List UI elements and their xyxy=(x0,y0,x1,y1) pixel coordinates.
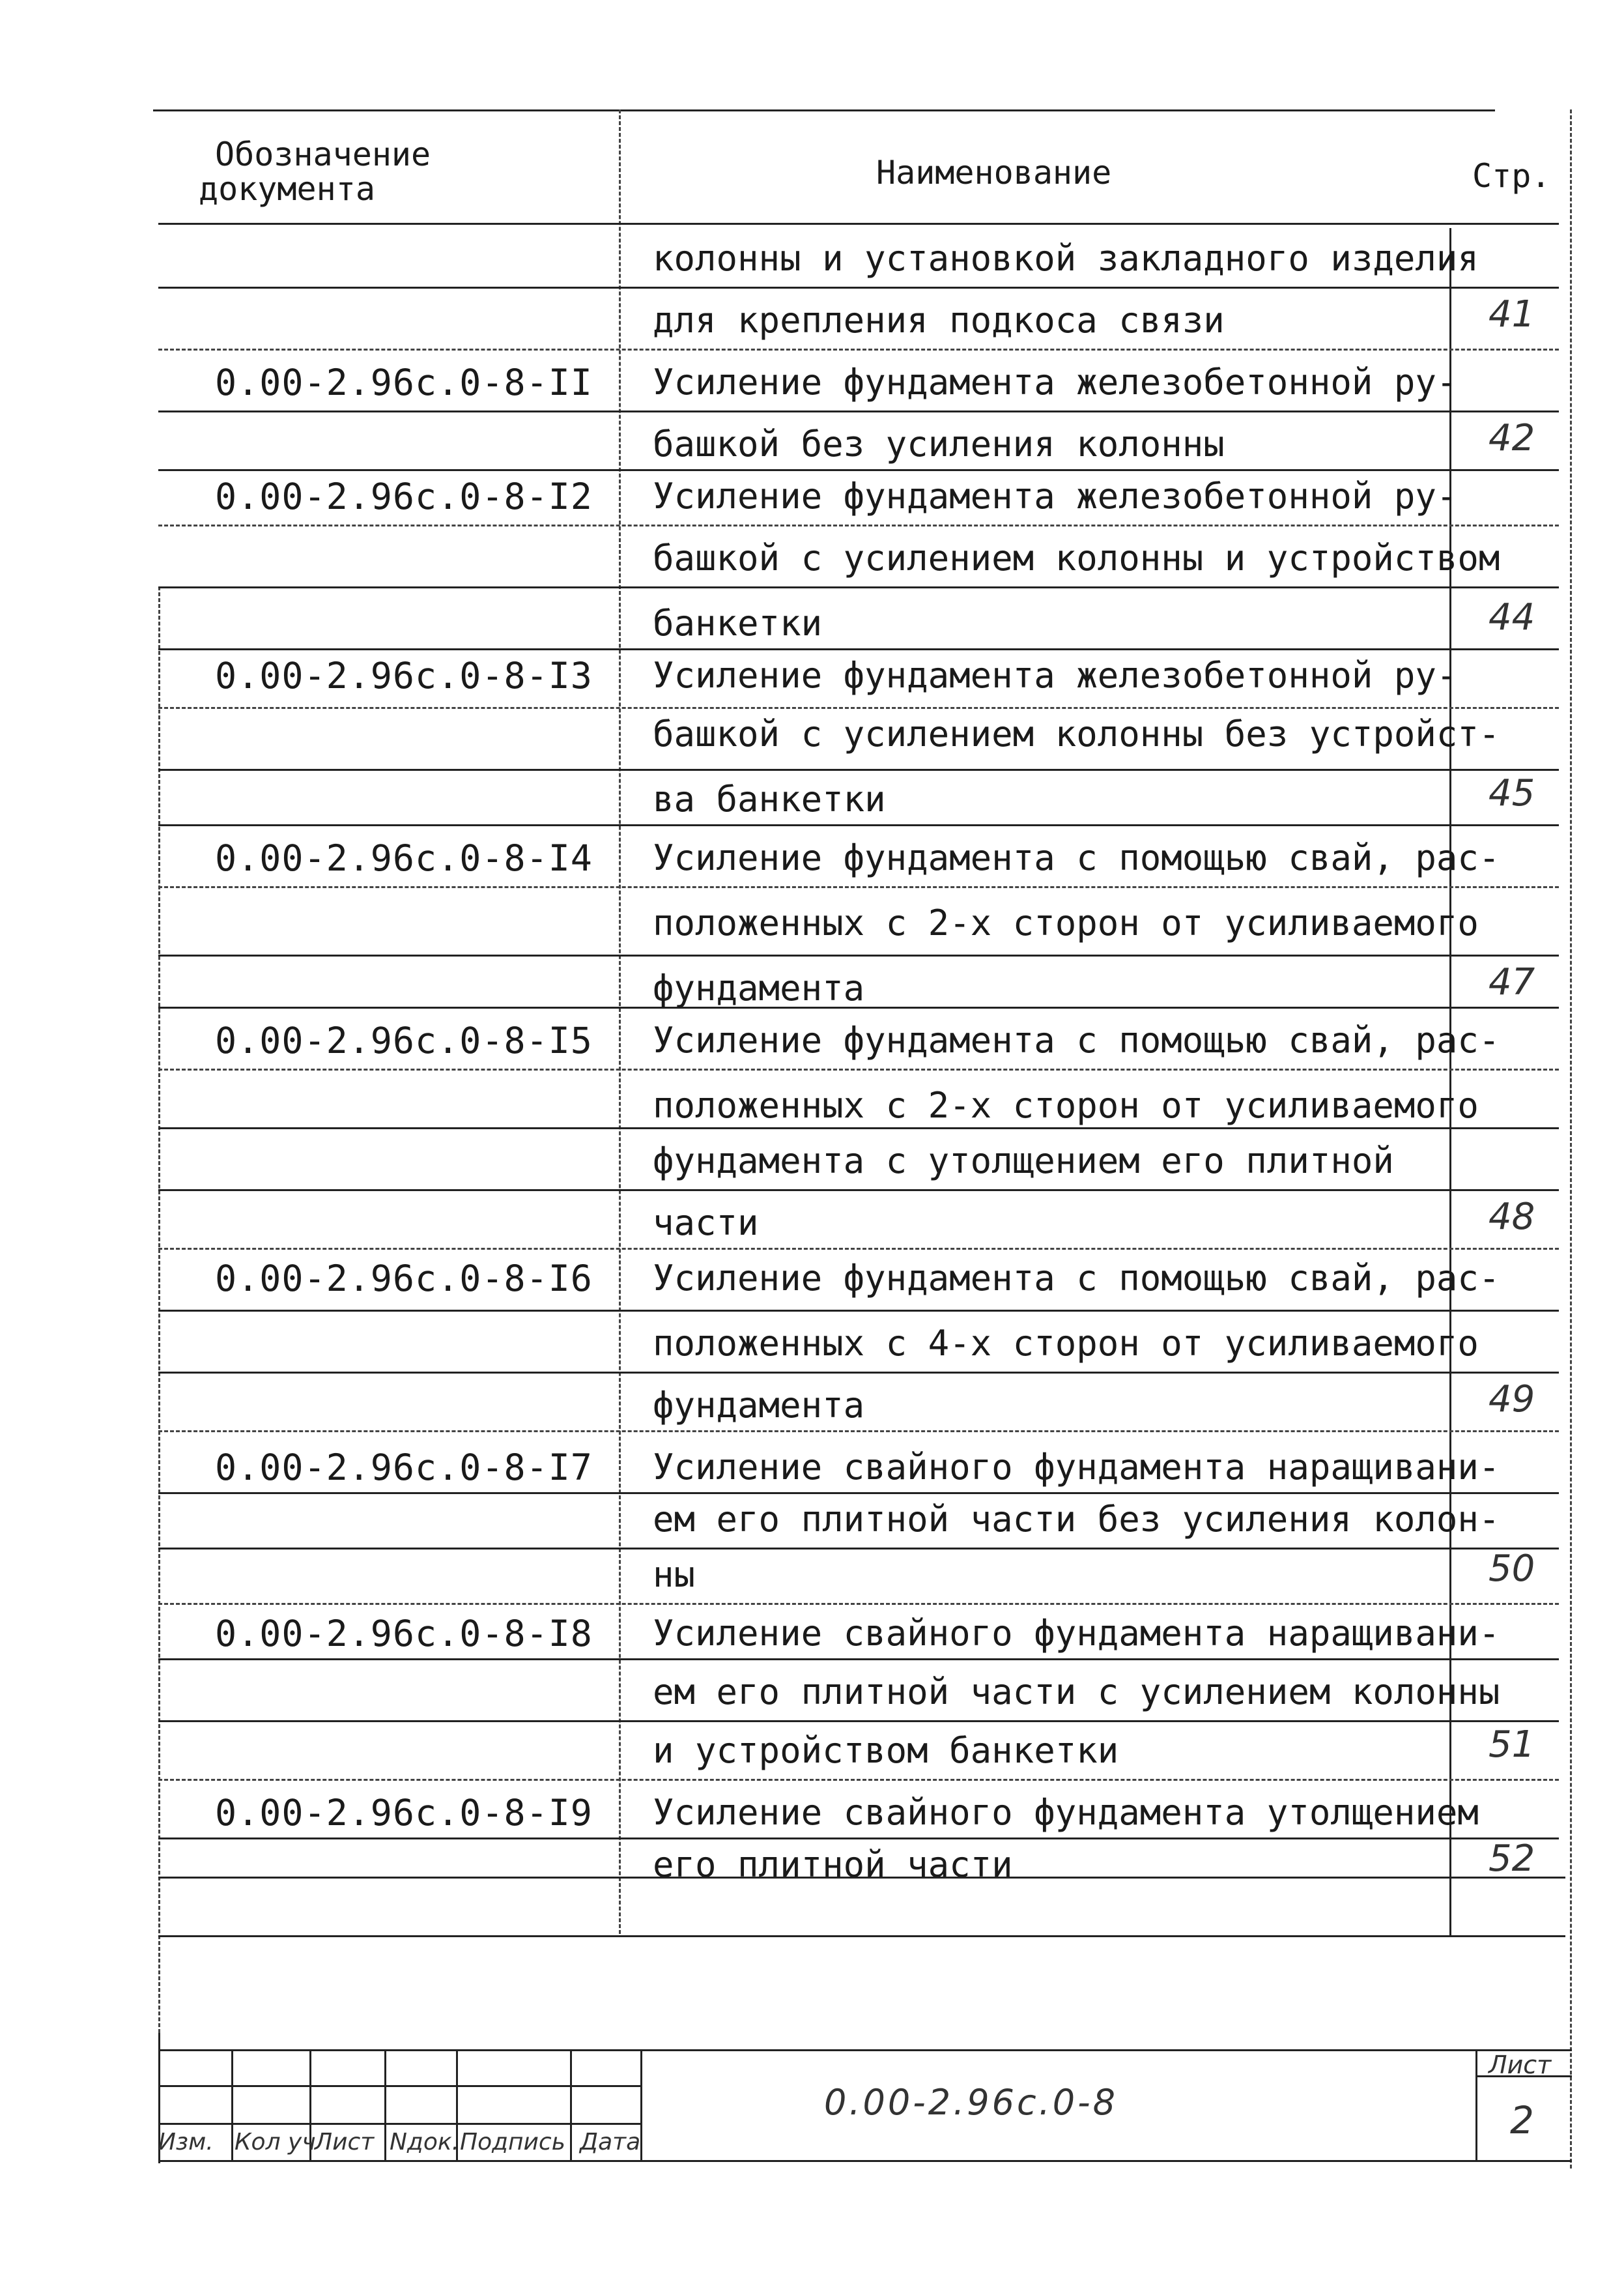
row-page: 52 xyxy=(1489,1837,1535,1880)
row-rule xyxy=(158,1069,1559,1071)
label-podpis: Подпись xyxy=(460,2129,565,2155)
row-name: ва банкетки xyxy=(653,779,886,820)
row-name: колонны и установкой закладного изделия xyxy=(653,238,1479,279)
row-name: Усиление фундамента железобетонной ру- xyxy=(653,476,1458,517)
row-rule xyxy=(158,469,1559,471)
row-name: Усиление фундамента с помощью свай, рас- xyxy=(653,837,1500,878)
row-designation: 0.00-2.96с.0-8-I6 xyxy=(215,1258,593,1299)
row-name: Усиление свайного фундамента наращивани- xyxy=(653,1613,1500,1654)
row-rule xyxy=(158,1603,1559,1605)
title-block-sep-c xyxy=(384,2049,386,2160)
row-page: 50 xyxy=(1489,1548,1535,1590)
row-name: фундамента с утолщением его плитной xyxy=(653,1140,1394,1181)
row-name: фундамента xyxy=(653,1385,865,1426)
row-rule xyxy=(158,411,1559,412)
row-rule xyxy=(158,648,1559,650)
row-page: 48 xyxy=(1489,1196,1535,1238)
row-rule xyxy=(158,1127,1559,1129)
doc-code: 0.00-2.96с.0-8 xyxy=(824,2082,1118,2123)
row-name: положенных с 4-х сторон от усиливаемого xyxy=(653,1323,1479,1364)
sheet-number: 2 xyxy=(1510,2098,1534,2142)
row-rule xyxy=(158,707,1559,709)
row-page: 44 xyxy=(1489,596,1535,639)
title-block-sep-g xyxy=(1475,2049,1477,2160)
row-rule xyxy=(158,1658,1559,1660)
label-ndok: Nдок. xyxy=(390,2129,460,2155)
row-name: фундамента xyxy=(653,968,865,1009)
right-border xyxy=(1570,109,1572,2169)
row-designation: 0.00-2.96с.0-8-I7 xyxy=(215,1447,593,1488)
row-page: 51 xyxy=(1489,1723,1535,1766)
row-rule xyxy=(158,886,1559,888)
row-name: положенных с 2-х сторон от усиливаемого xyxy=(653,902,1479,944)
header-bottom-line xyxy=(158,223,1559,225)
row-rule xyxy=(158,586,1559,588)
row-name: Усиление свайного фундамента утолщением xyxy=(653,1792,1479,1833)
title-block-mid xyxy=(158,2085,640,2087)
top-border xyxy=(153,109,1495,111)
row-name: для крепления подкоса связи xyxy=(653,300,1225,341)
table-bottom-line-1 xyxy=(158,1877,1565,1879)
row-page: 47 xyxy=(1489,961,1535,1003)
column-divider-1 xyxy=(619,109,621,1934)
row-page: 49 xyxy=(1489,1378,1535,1420)
row-designation: 0.00-2.96с.0-8-II xyxy=(215,362,593,403)
row-rule xyxy=(158,955,1559,957)
row-name: банкетки xyxy=(653,603,823,644)
row-rule xyxy=(158,1837,1559,1839)
title-block-sep-a xyxy=(231,2049,233,2160)
row-name: Усиление свайного фундамента наращивани- xyxy=(653,1447,1500,1488)
row-rule xyxy=(158,1548,1559,1549)
label-data: Дата xyxy=(580,2129,641,2155)
row-page: 45 xyxy=(1489,772,1535,814)
row-rule xyxy=(158,525,1559,526)
row-name: башкой без усиления колонны xyxy=(653,424,1225,465)
row-rule xyxy=(158,1779,1559,1781)
row-page: 41 xyxy=(1489,293,1535,336)
label-list: Лист xyxy=(315,2129,375,2155)
header-designation-line1: Обозначение xyxy=(215,136,431,173)
row-rule xyxy=(158,824,1559,826)
row-rule xyxy=(158,1248,1559,1250)
title-block-mid2 xyxy=(158,2123,640,2125)
header-page: Стр. xyxy=(1472,157,1551,195)
row-rule xyxy=(158,1372,1559,1374)
title-block-sep-f xyxy=(640,2049,642,2160)
row-name: Усиление фундамента железобетонной ру- xyxy=(653,655,1458,696)
row-rule xyxy=(158,769,1559,771)
row-name: ны xyxy=(653,1554,696,1595)
sheet-label: Лист xyxy=(1489,2051,1552,2079)
row-designation: 0.00-2.96с.0-8-I5 xyxy=(215,1020,593,1061)
row-name: положенных с 2-х сторон от усиливаемого xyxy=(653,1085,1479,1126)
row-name: башкой с усилением колонны без устройст- xyxy=(653,713,1500,755)
title-block-sep-e xyxy=(570,2049,572,2160)
row-name: Усиление фундамента железобетонной ру- xyxy=(653,362,1458,403)
row-designation: 0.00-2.96с.0-8-I8 xyxy=(215,1613,593,1654)
title-block-bottom xyxy=(158,2160,1572,2162)
header-designation-line2: документа xyxy=(199,170,375,208)
label-izm: Изм. xyxy=(158,2129,214,2155)
row-rule xyxy=(158,1492,1559,1494)
row-rule xyxy=(158,1720,1559,1722)
row-designation: 0.00-2.96с.0-8-I3 xyxy=(215,655,593,697)
row-name: его плитной части xyxy=(653,1844,1013,1885)
row-name: и устройством банкетки xyxy=(653,1730,1119,1771)
row-rule xyxy=(158,349,1559,351)
header-name: Наименование xyxy=(876,154,1112,192)
row-name: ем его плитной части с усилением колонны xyxy=(653,1671,1500,1712)
row-designation: 0.00-2.96с.0-8-I2 xyxy=(215,476,593,517)
row-name: Усиление фундамента с помощью свай, рас- xyxy=(653,1258,1500,1299)
table-bottom-line-2 xyxy=(158,1935,1565,1937)
row-rule xyxy=(158,1310,1559,1312)
row-page: 42 xyxy=(1489,417,1535,459)
row-designation: 0.00-2.96с.0-8-I4 xyxy=(215,837,593,879)
row-name: Усиление фундамента с помощью свай, рас- xyxy=(653,1020,1500,1061)
row-name: части xyxy=(653,1202,759,1243)
title-block-top xyxy=(158,2049,1572,2051)
label-kol-uch: Кол уч xyxy=(235,2129,316,2155)
row-rule xyxy=(158,287,1559,289)
row-rule xyxy=(158,1189,1559,1191)
row-rule xyxy=(158,1430,1559,1432)
row-name: ем его плитной части без усиления колон- xyxy=(653,1499,1500,1540)
row-name: башкой с усилением колонны и устройством xyxy=(653,538,1500,579)
row-designation: 0.00-2.96с.0-8-I9 xyxy=(215,1792,593,1834)
